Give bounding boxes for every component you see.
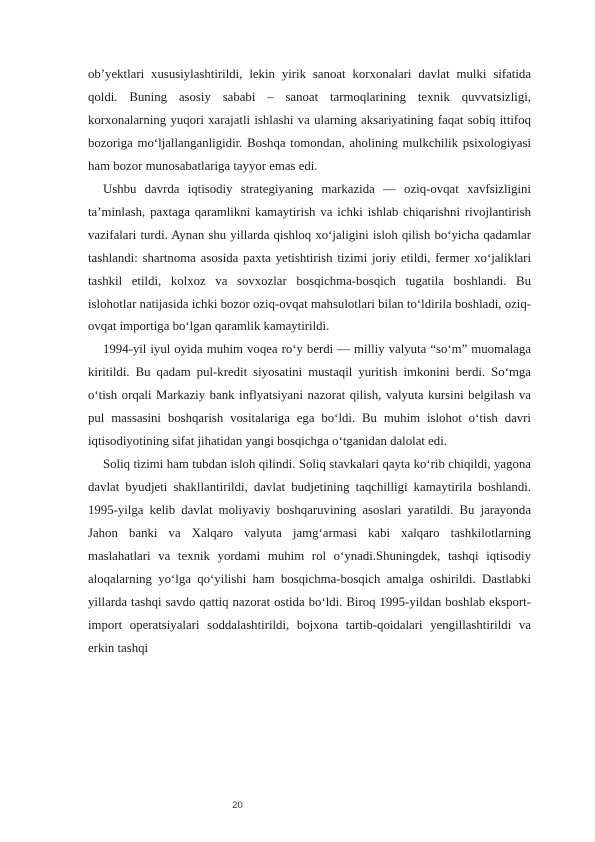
page-body: [88, 63, 531, 660]
paragraph-2: Ushbu davrda iqtisodiy strategiyaning markazida — oziq-ovqat xavfsizligini ta’minlash, paxtaga qaramlikni kamaytirish va ichki ishlab chiqarishni rivojlantirish vazifalari turdi. Aynan shu yillarda qishloq xo‘jaligini isloh qilish bo‘yicha qadamlar tashlandi: shartnoma asosida paxta yetishtirish tizimi joriy etildi, fermer xo‘jaliklari tashkil etildi, kolxoz va sovxozlar bosqichma-bosqich tugatila boshlandi. Bu islohotlar natijasida ichki bozor oziq-ovqat mahsulotlari bilan to‘ldirila boshladi, oziq-ovqat importiga bo‘lgan qaramlik kamaytirildi.: [88, 181, 531, 334]
page-number: 20: [232, 800, 243, 811]
paragraph-4: Soliq tizimi ham tubdan isloh qilindi. Soliq stavkalari qayta ko‘rib chiqildi, yagona davlat byudjeti shakllantirildi, davlat budjetining taqchilligi kamaytirila boshlandi. 1995-yilga kelib davlat moliyaviy boshqaruvining asoslari yaratildi. Bu jarayonda Jahon banki va Xalqaro valyuta jamg‘armasi kabi xalqaro tashkilotlarning maslahatlari va texnik yordami muhim rol o‘ynadi.Shuningdek, tashqi iqtisodiy aloqalarning yo‘lga qo‘yilishi ham bosqichma-bosqich amalga oshirildi. Dastlabki yillarda tashqi savdo qattiq nazorat ostida bo‘ldi. Biroq 1995-yildan boshlab eksport-import operatsiyalari soddalashtirildi, bojxona tartib-qoidalari yengillashtirildi va erkin tashqi: [88, 457, 531, 655]
paragraph-1: ob’yektlari xususiylashtirildi, lekin yirik sanoat korxonalari davlat mulki sifatida qoldi. Buning asosiy sababi – sanoat tarmoqlarining texnik quvvatsizligi, korxonalarning yuqori xarajatli ishlashi va ularning aksariyatining faqat sobiq ittifoq bozoriga mo‘ljallanganligidir. Boshqa tomondan, aholining mulkchilik psixologiyasi ham bozor munosabatlariga tayyor emas edi.: [88, 67, 531, 173]
paragraph-3: 1994-yil iyul oyida muhim voqea ro‘y berdi — milliy valyuta “so‘m” muomalaga kiritildi. Bu qadam pul-kredit siyosatini mustaqil yuritish imkonini berdi. So‘mga o‘tish orqali Markaziy bank inflyatsiyani nazorat qilish, valyuta kursini belgilash va pul massasini boshqarish vositalariga ega bo‘ldi. Bu muhim islohot o‘tish davri iqtisodiyotining sifat jihatidan yangi bosqichga o‘tganidan dalolat edi.: [88, 342, 531, 449]
